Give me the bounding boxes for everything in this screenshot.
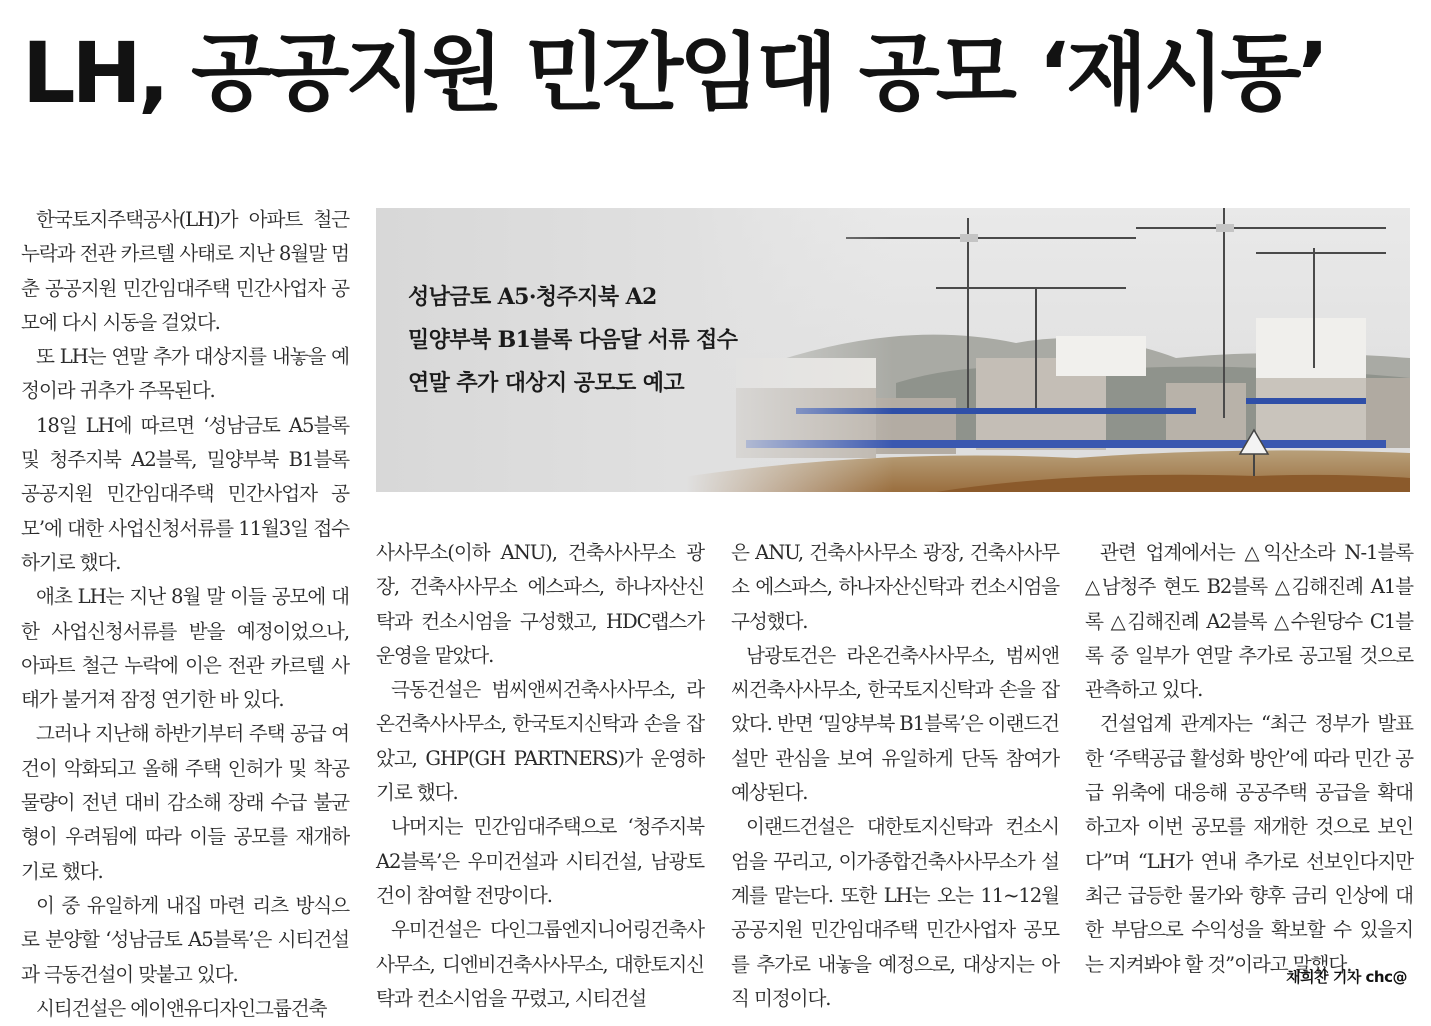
headline: LH, 공공지원 민간임대 공모 ‘재시동’ (22, 24, 1326, 122)
article-paragraph: 시티건설은 에이앤유디자인그룹건축 (36, 996, 327, 1020)
article-paragraph: 남광토건은 라온건축사사무소, 범씨앤씨건축사사무소, 한국토지신탁과 손을 잡았다. 반면 ‘밀양부북 B1블록’은 이랜드건설만 관심을 보여 유일하게 단독 참여가 예상된다. (731, 643, 1059, 805)
article-column-2 (376, 536, 704, 1016)
article-paragraph: 극동건설은 범씨앤씨건축사사무소, 라온건축사사무소, 한국토지신탁과 손을 잡았고, GHP(GH PARTNERS)가 운영하기로 했다. (376, 678, 704, 805)
article-paragraph: 은 ANU, 건축사사무소 광장, 건축사사무소 에스파스, 하나자산신탁과 컨소시엄을 구성했다. (731, 541, 1059, 633)
article-paragraph: 사사무소(이하 ANU), 건축사사무소 광장, 건축사사무소 에스파스, 하나자산신탁과 컨소시엄을 구성했고, HDC랩스가 운영을 맡았다. (376, 541, 704, 667)
article-paragraph: 또 LH는 연말 추가 대상지를 내놓을 예정이라 귀추가 주목된다. (21, 345, 349, 403)
photo-subheadlines (408, 276, 737, 405)
construction-site-photo (376, 208, 1410, 492)
article-paragraph: 애초 LH는 지난 8월 말 이들 공모에 대한 사업신청서류를 받을 예정이었으나, 아파트 철근 누락에 이은 전관 카르텔 사태가 불거져 잠정 연기한 바 있다. (21, 585, 349, 712)
subheadline-1: 성남금토 A5·청주지북 A2 (408, 284, 657, 310)
article-paragraph: 한국토지주택공사(LH)가 아파트 철근 누락과 전관 카르텔 사태로 지난 8월말 멈춘 공공지원 민간임대주택 민간사업자 공모에 다시 시동을 걸었다. (21, 208, 349, 334)
article-column-1 (21, 203, 349, 1026)
subheadline-3: 연말 추가 대상지 공모도 예고 (408, 370, 685, 396)
article-paragraph: 18일 LH에 따르면 ‘성남금토 A5블록 및 청주지북 A2블록, 밀양부북 B1블록 공공지원 민간임대주택 민간사업자 공모’에 대한 사업신청서류를 11월3일 접수하기로 했다. (21, 413, 349, 574)
subheadline-2: 밀양부북 B1블록 다음달 서류 접수 (408, 327, 738, 353)
article-column-4 (1085, 536, 1413, 982)
byline: 채희찬 기자 chc@ (1286, 968, 1407, 986)
article-paragraph: 우미건설은 다인그룹엔지니어링건축사사무소, 디엔비건축사사무소, 대한토지신탁과 컨소시엄을 꾸렸고, 시티건설 (376, 918, 704, 1010)
article-paragraph: 이랜드건설은 대한토지신탁과 컨소시엄을 꾸리고, 이가종합건축사사무소가 설계를 맡는다. 또한 LH는 오는 11~12월 공공지원 민간임대주택 민간사업자 공모를 추가로 내놓을 예정으로, 대상지는 아직 미정이다. (731, 815, 1059, 1010)
article-paragraph: 나머지는 민간임대주택으로 ‘청주지북 A2블록’은 우미건설과 시티건설, 남광토건이 참여할 전망이다. (376, 815, 704, 907)
article-paragraph: 그러나 지난해 하반기부터 주택 공급 여건이 악화되고 올해 주택 인허가 및 착공 물량이 전년 대비 감소해 장래 수급 불균형이 우려됨에 따라 이들 공모를 재개하기로 했다. (21, 722, 349, 883)
article-column-3 (731, 536, 1059, 1016)
article-paragraph: 이 중 유일하게 내집 마련 리츠 방식으로 분양할 ‘성남금토 A5블록’은 시티건설과 극동건설이 맞붙고 있다. (21, 893, 349, 986)
article-paragraph: 관련 업계에서는 △익산소라 N-1블록 △남청주 현도 B2블록 △김해진례 A1블록 △김해진례 A2블록 △수원당수 C1블록 중 일부가 연말 추가로 공고될 것으로 관측하고 있다. (1085, 541, 1413, 702)
article-paragraph: 건설업계 관계자는 “최근 정부가 발표한 ‘주택공급 활성화 방안’에 따라 민간 공급 위축에 대응해 공공주택 공급을 확대하고자 이번 공모를 재개한 것으로 보인다”며 “LH가 연내 추가로 선보인다지만 최근 급등한 물가와 향후 금리 인상에 대한 부담으로 수익성을 확보할 수 있을지는 지켜봐야 할 것”이라고 말했다. (1085, 712, 1413, 976)
